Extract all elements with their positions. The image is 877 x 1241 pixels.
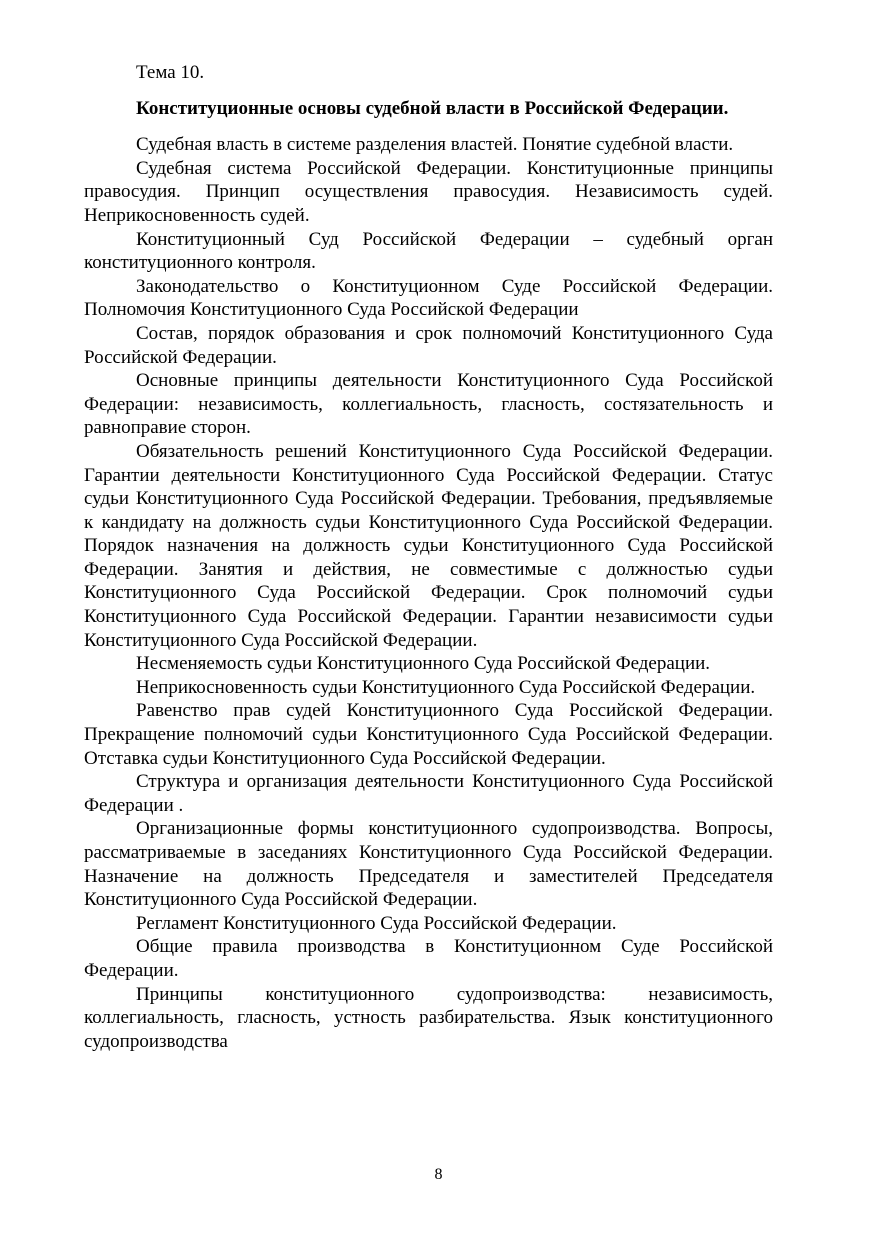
paragraph: Неприкосновенность судьи Конституционного Суда Российской Федерации. [136, 676, 756, 698]
paragraph: Конституционный Суд Российской Федерации – судебный орган конституционного контроля. [84, 228, 773, 274]
paragraph: Основные принципы деятельности Конституционного Суда Российской Федерации: независимость, коллегиальность, гласность, состязательность и равноправие сторон. [84, 370, 773, 439]
paragraph: Структура и организация деятельности Конституционного Суда Российской Федерации . [84, 771, 773, 816]
paragraph: Организационные формы конституционного судопроизводства. Вопросы, рассматриваемые в заседаниях Конституционного Суда Российской Федерации. Назначение на должность Председателя и заместителей Председателя Конституционного Суда Российской Федерации. [84, 818, 773, 911]
page-number: 8 [434, 1166, 443, 1183]
paragraph: Судебная власть в системе разделения властей. Понятие судебной власти. [136, 134, 734, 156]
section-title: Конституционные основы судебной власти в Российской Федерации. [136, 97, 729, 119]
paragraph: Обязательность решений Конституционного Суда Российской Федерации. Гарантии деятельности Конституционного Суда Российской Федерации. Статус судьи Конституционного Суда Российской Федерации. Требования, предъявляемые к кандидату на должность судьи Конституционного Суда Российской Федерации. Порядок назначения на должность судьи Конституционного Суда Российской Федерации. Занятия и действия, не совместимые с должностью судьи Конституционного Суда Российской Федерации. Срок полномочий судьи Конституционного Суда Российской Федерации. Гарантии независимости судьи Конституционного Суда Российской Федерации. [84, 440, 773, 651]
paragraph: Равенство прав судей Конституционного Суда Российской Федерации. Прекращение полномочий судьи Конституционного Суда Российской Федерации. Отставка судьи Конституционного Суда Российской Федерации. [84, 700, 773, 769]
document-page [84, 61, 773, 1053]
paragraph: Регламент Конституционного Суда Российской Федерации. [136, 912, 617, 934]
topic-label: Тема 10. [136, 62, 205, 83]
paragraph: Судебная система Российской Федерации. Конституционные принципы правосудия. Принцип осуществления правосудия. Независимость судей. Неприкосновенность судей. [84, 157, 773, 226]
paragraph: Законодательство о Конституционном Суде Российской Федерации. Полномочия Конституционного Суда Российской Федерации [84, 275, 773, 321]
paragraph: Принципы конституционного судопроизводства: независимость, коллегиальность, гласность, устность разбирательства. Язык конституционного судопроизводства [84, 983, 773, 1052]
paragraph: Общие правила производства в Конституционном Суде Российской Федерации. [84, 936, 773, 981]
paragraph: Состав, порядок образования и срок полномочий Конституционного Суда Российской Федерации. [84, 322, 773, 368]
paragraph: Несменяемость судьи Конституционного Суда Российской Федерации. [136, 653, 711, 675]
